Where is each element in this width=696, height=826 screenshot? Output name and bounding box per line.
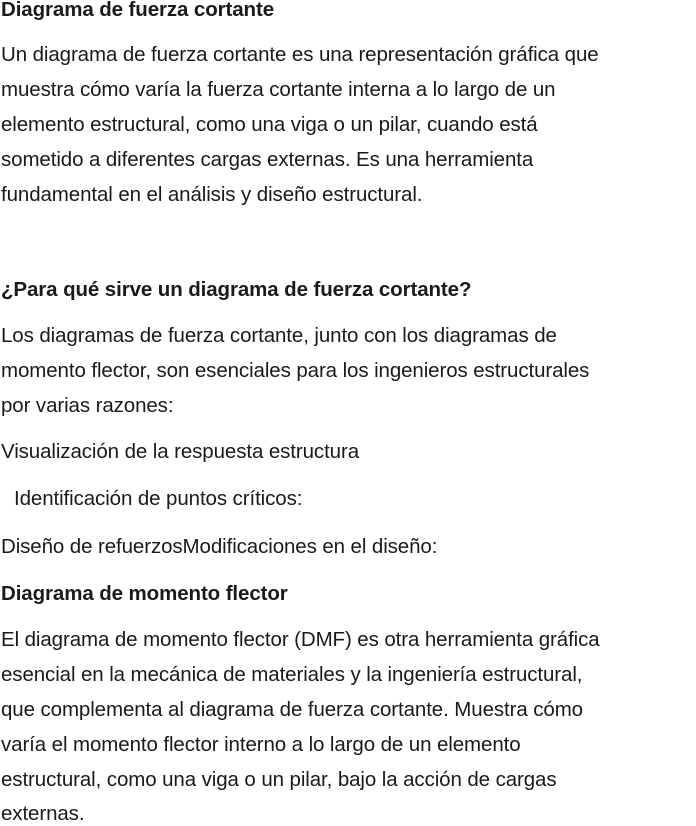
paragraph-line: sometido a diferentes cargas externas. Es una herramienta xyxy=(1,148,534,171)
list-item: Visualización de la respuesta estructura xyxy=(1,440,359,463)
paragraph-line: externas. xyxy=(1,802,85,825)
paragraph-line: muestra cómo varía la fuerza cortante interna a lo largo de un xyxy=(1,78,556,101)
paragraph-line: estructural, como una viga o un pilar, bajo la acción de cargas xyxy=(1,768,557,791)
paragraph-line: elemento estructural, como una viga o un pilar, cuando está xyxy=(1,113,538,136)
paragraph-line: varía el momento flector interno a lo largo de un elemento xyxy=(1,733,521,756)
paragraph-line: Los diagramas de fuerza cortante, junto con los diagramas de xyxy=(1,324,557,347)
section-heading-fuerza-cortante: Diagrama de fuerza cortante xyxy=(1,0,274,21)
paragraph-line: esencial en la mecánica de materiales y la ingeniería estructural, xyxy=(1,663,583,686)
paragraph-line: momento flector, son esenciales para los ingenieros estructurales xyxy=(1,359,590,382)
paragraph-line: El diagrama de momento flector (DMF) es otra herramienta gráfica xyxy=(1,628,600,651)
list-item: Diseño de refuerzosModificaciones en el diseño: xyxy=(1,535,438,558)
paragraph-line: fundamental en el análisis y diseño estructural. xyxy=(1,183,423,206)
paragraph-line: que complementa al diagrama de fuerza cortante. Muestra cómo xyxy=(1,698,583,721)
paragraph-line: Un diagrama de fuerza cortante es una representación gráfica que xyxy=(1,43,599,66)
section-heading-para-que-sirve: ¿Para qué sirve un diagrama de fuerza cortante? xyxy=(1,278,472,301)
section-heading-momento-flector: Diagrama de momento flector xyxy=(1,582,288,605)
list-item: Identificación de puntos críticos: xyxy=(14,487,303,510)
paragraph-line: por varias razones: xyxy=(1,394,174,417)
